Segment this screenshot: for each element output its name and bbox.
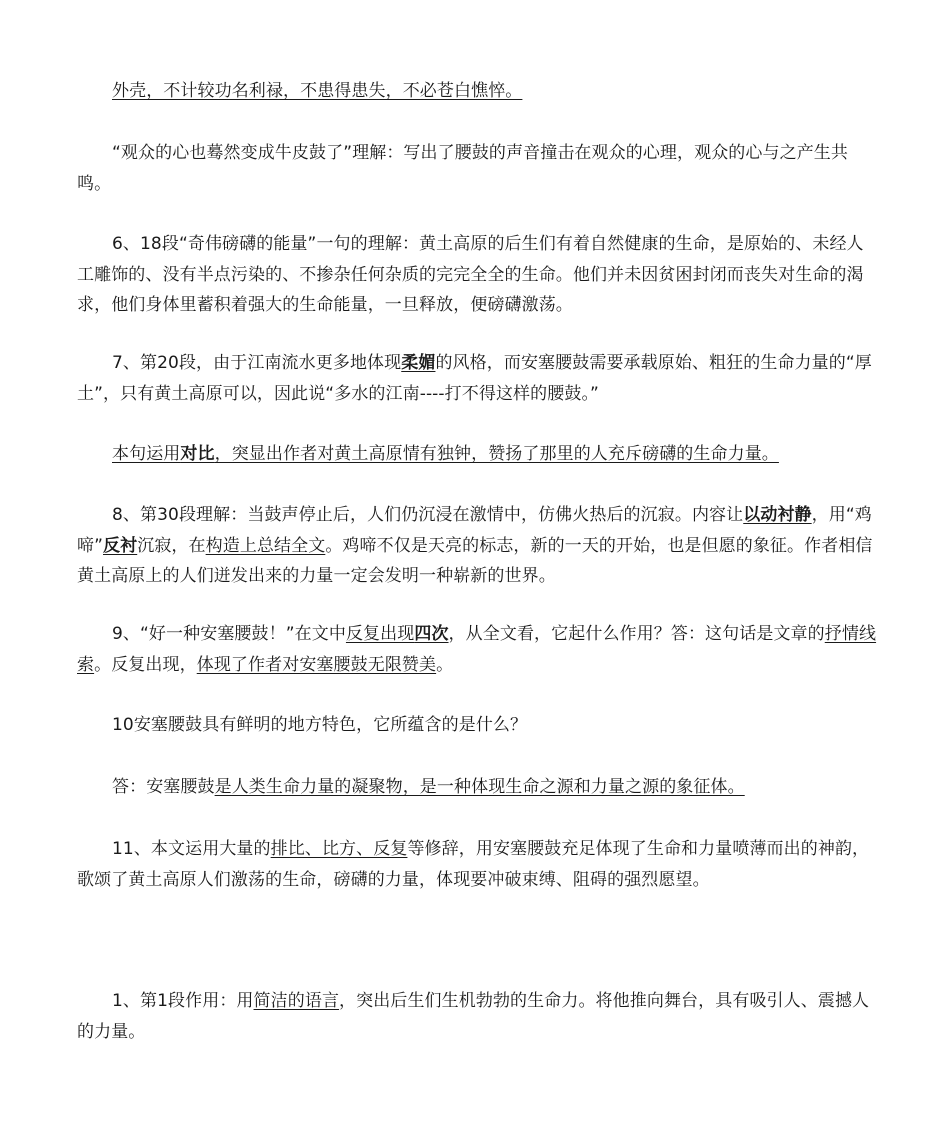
text-segment: 10安塞腰鼓具有鲜明的地方特色，它所蕴含的是什么？ — [112, 715, 528, 735]
underlined-text: 体现了作者对安塞腰鼓无限赞美 — [196, 654, 437, 675]
text-segment: 。 — [436, 654, 454, 675]
text-segment: 。反复出现， — [94, 654, 197, 675]
emphasis-text: 以动衬静 — [743, 505, 812, 525]
text-segment: 等修辞，用安塞腰鼓充足体现了生命和力量喷薄而出的神韵，歌颂了黄土高原人们激荡的生命，磅礴的力量，体现要冲破束缚、阻碍的强烈愿望。 — [77, 839, 870, 890]
paragraph-item-10-answer — [77, 772, 877, 803]
text-segment: ，用“鸡啼” — [77, 505, 872, 556]
text-segment: 答：安塞腰鼓 — [112, 777, 215, 797]
text-segment: 9、“好一种安塞腰鼓！”在文中 — [112, 624, 346, 644]
text-segment: 7、第20段，由于江南流水更多地体现 — [112, 353, 402, 373]
paragraph-contrast-note — [77, 439, 877, 470]
text-segment: 1、第1段作用：用 — [112, 991, 254, 1011]
text-segment: 6、18段“奇伟磅礴的能量”一句的理解：黄土高原的后生们有着自然健康的生命，是原始的、未经人工雕饰的、没有半点污染的、不掺杂任何杂质的完完全全的生命。他们并未因贫困封闭而丧失对生命的渴求，他们身体里蓄积着强大的生命能量，一旦释放，便磅礴激荡。 — [77, 234, 864, 315]
underlined-text: 构造上总结全文 — [205, 535, 326, 556]
paragraph-item-6 — [77, 229, 877, 321]
paragraph-item-9 — [77, 619, 877, 680]
paragraph-audience-heart — [77, 138, 877, 199]
text-segment: 。鸡啼不仅是天亮的标志，新的一天的开始，也是但愿的象征。作者相信黄土高原上的人们迸发出来的力量一定会发明一种崭新的世界。 — [77, 535, 873, 586]
text-segment: 的风格，而安塞腰鼓需要承载原始、粗狂的生命力量的“厚土”，只有黄土高原可以，因此说“多水的江南----打不得这样的腰鼓。” — [77, 353, 872, 404]
emphasis-text: 柔媚 — [401, 353, 436, 373]
text-segment: ，突出后生们生机勃勃的生命力。将他推向舞台，具有吸引人、震撼人的力量。 — [77, 991, 870, 1042]
paragraph-item-7 — [77, 348, 877, 409]
emphasis-text: 四次 — [414, 624, 449, 644]
underlined-text: 排比、比方、反复 — [270, 839, 408, 859]
paragraph-calm-exterior — [77, 76, 877, 107]
text-segment: 8、第30段理解：当鼓声停止后，人们仍沉浸在激情中，仿佛火热后的沉寂。内容让 — [112, 505, 744, 525]
text-segment: 11、本文运用大量的 — [112, 839, 271, 859]
underlined-text: 本句运用 — [112, 444, 181, 464]
text-segment: 沉寂，在 — [137, 535, 206, 556]
text-segment: ，从全文看，它起什么作用？答：这句话是文章的 — [448, 624, 825, 644]
underlined-text: 抒情线索 — [77, 624, 877, 675]
paragraph-item-11 — [77, 834, 877, 895]
paragraph-item-1 — [77, 986, 877, 1047]
underlined-text: ，突显出作者对黄土高原情有独钟，赞扬了那里的人充斥磅礴的生命力量。 — [214, 444, 779, 464]
underlined-text: 外壳，不计较功名利禄，不患得患失，不必苍白憔悴。 — [112, 81, 523, 101]
text-segment: “观众的心也蓦然变成牛皮鼓了”理解：写出了腰鼓的声音撞击在观众的心理，观众的心与之产生共鸣。 — [77, 143, 849, 194]
underlined-text: 简洁的语言 — [253, 991, 340, 1011]
paragraph-item-10-question — [77, 710, 877, 741]
paragraph-item-8 — [77, 500, 877, 592]
emphasis-text: 对比 — [180, 444, 215, 464]
underlined-text: 是人类生命力量的凝聚物，是一种体现生命之源和力量之源的象征体。 — [214, 777, 745, 797]
underlined-text: 反复出现 — [345, 624, 415, 644]
emphasis-text: 反衬 — [103, 535, 138, 556]
